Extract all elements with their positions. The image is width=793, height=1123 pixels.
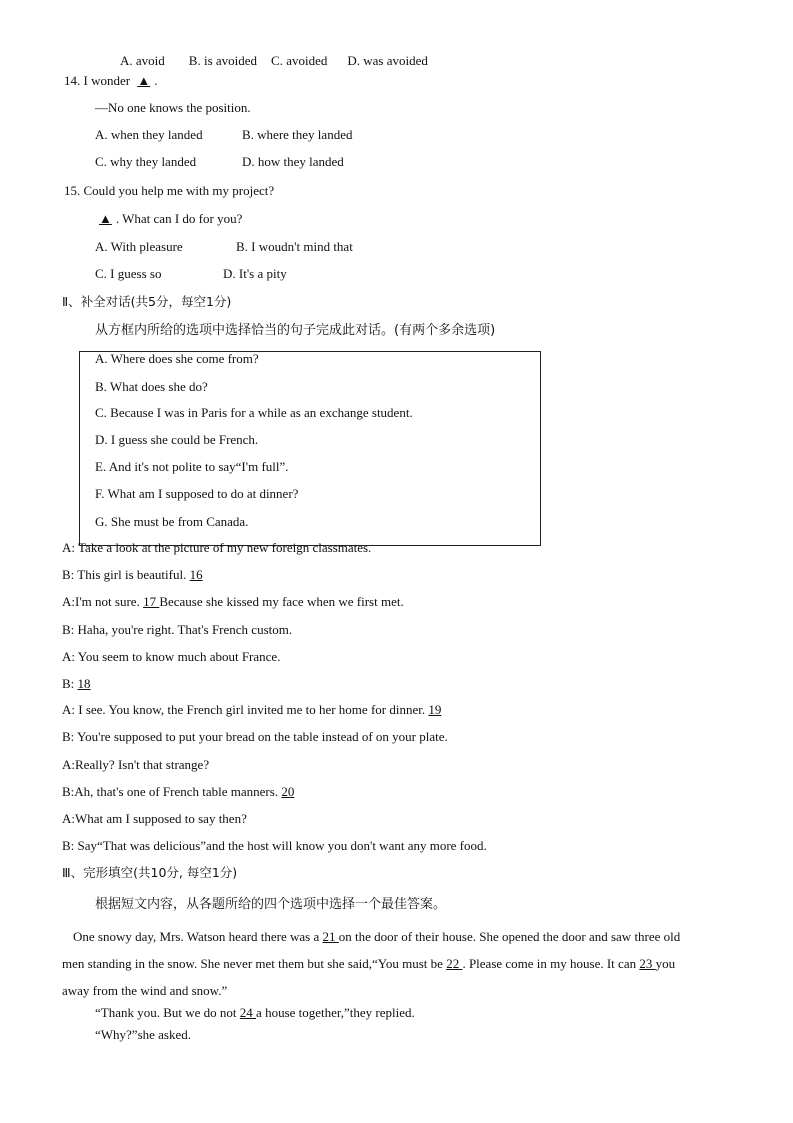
box-option-e: E. And it's not polite to say“I'm full”. bbox=[95, 459, 289, 474]
q15-option-a: A. With pleasure bbox=[95, 239, 183, 254]
q14-reply: —No one knows the position. bbox=[95, 100, 251, 115]
passage-line-2-a: men standing in the snow. She never met them but she said,“You must be bbox=[62, 956, 447, 971]
q13-option-a: A. avoid bbox=[120, 53, 165, 68]
q15-stem-text: Could you help me with my project? bbox=[83, 183, 275, 198]
q15-number: 15. bbox=[64, 183, 81, 198]
passage-line-2-c: you bbox=[655, 956, 676, 971]
passage-line-4 bbox=[95, 1005, 415, 1021]
q15-stem bbox=[64, 183, 274, 199]
dialogue-line-4: B: Haha, you're right. That's French custom. bbox=[62, 622, 293, 637]
dialogue-line-7-text: A: I see. You know, the French girl invited me to her home for dinner. bbox=[62, 702, 429, 717]
q14-stem-end: . bbox=[154, 73, 158, 88]
box-option-c: C. Because I was in Paris for a while as an exchange student. bbox=[95, 405, 413, 420]
q14-option-a: A. when they landed bbox=[95, 127, 203, 142]
dialogue-line-8: B: You're supposed to put your bread on the table instead of on your plate. bbox=[62, 729, 448, 744]
blank-23: 23 bbox=[639, 956, 656, 971]
dialogue-line-2-text: B: This girl is beautiful. bbox=[62, 567, 190, 582]
passage-line-4-b: a house together,”they replied. bbox=[256, 1005, 415, 1020]
section3-title: Ⅲ、完形填空(共10分, 每空1分) bbox=[62, 865, 238, 880]
dialogue-line-11: A:What am I supposed to say then? bbox=[62, 811, 247, 826]
dialogue-line-7 bbox=[62, 702, 441, 718]
q13-options bbox=[120, 53, 428, 69]
q15-option-d: D. It's a pity bbox=[223, 266, 287, 281]
box-option-g: G. She must be from Canada. bbox=[95, 514, 249, 529]
box-option-d: D. I guess she could be French. bbox=[95, 432, 259, 447]
q15-option-c: C. I guess so bbox=[95, 266, 162, 281]
dialogue-line-2 bbox=[62, 567, 203, 583]
passage-line-2 bbox=[62, 956, 675, 972]
blank-20: 20 bbox=[281, 784, 295, 799]
q14-option-d: D. how they landed bbox=[242, 154, 344, 169]
box-option-f: F. What am I supposed to do at dinner? bbox=[95, 486, 299, 501]
blank-18: 18 bbox=[77, 676, 91, 691]
dialogue-line-6 bbox=[62, 676, 91, 692]
q13-option-c: C. avoided bbox=[271, 53, 328, 68]
section2-title: Ⅱ、补全对话(共5分，每空1分) bbox=[62, 294, 232, 309]
passage-line-3: away from the wind and snow.” bbox=[62, 983, 228, 998]
passage-line-2-b: . Please come in my house. It can bbox=[462, 956, 640, 971]
dialogue-line-10 bbox=[62, 784, 294, 800]
q14-blank: ▲ bbox=[137, 73, 151, 88]
passage-line-4-a: “Thank you. But we do not bbox=[95, 1005, 240, 1020]
blank-24: 24 bbox=[239, 1005, 257, 1020]
passage-line-1 bbox=[73, 929, 680, 945]
q13-option-b: B. is avoided bbox=[188, 53, 258, 68]
section3-instruction: 根据短文内容，从各题所给的四个选项中选择一个最佳答案。 bbox=[95, 897, 447, 912]
passage-line-1-a: One snowy day, Mrs. Watson heard there was a bbox=[73, 929, 323, 944]
q13-option-d: D. was avoided bbox=[347, 53, 428, 68]
dialogue-line-10-text: B:Ah, that's one of French table manners. bbox=[62, 784, 282, 799]
q15-reply-text: . What can I do for you? bbox=[115, 211, 243, 226]
blank-22: 22 bbox=[446, 956, 463, 971]
dialogue-line-12: B: Say“That was delicious”and the host will know you don't want any more food. bbox=[62, 838, 487, 853]
blank-17: 17 bbox=[143, 594, 160, 609]
q14-stem-text: I wonder bbox=[83, 73, 131, 88]
blank-21: 21 bbox=[322, 929, 339, 944]
dialogue-line-3-after: Because she kissed my face when we first met. bbox=[159, 594, 404, 609]
dialogue-line-3 bbox=[62, 594, 404, 610]
blank-16: 16 bbox=[189, 567, 203, 582]
q14-number: 14. bbox=[64, 73, 81, 88]
dialogue-line-3-text: A:I'm not sure. bbox=[62, 594, 144, 609]
box-option-b: B. What does she do? bbox=[95, 379, 208, 394]
q15-reply bbox=[95, 211, 242, 227]
blank-19: 19 bbox=[428, 702, 442, 717]
q14-stem bbox=[64, 73, 157, 89]
q14-option-b: B. where they landed bbox=[242, 127, 353, 142]
passage-line-5: “Why?”she asked. bbox=[95, 1027, 192, 1042]
q15-blank: ▲ bbox=[99, 211, 112, 226]
dialogue-line-1: A: Take a look at the picture of my new foreign classmates. bbox=[62, 540, 372, 555]
section2-instruction: 从方框内所给的选项中选择恰当的句子完成此对话。(有两个多余选项) bbox=[95, 323, 496, 338]
q15-option-b: B. I woudn't mind that bbox=[236, 239, 353, 254]
dialogue-line-9: A:Really? Isn't that strange? bbox=[62, 757, 210, 772]
passage-line-1-b: on the door of their house. She opened the door and saw three old bbox=[338, 929, 681, 944]
q14-option-c: C. why they landed bbox=[95, 154, 197, 169]
dialogue-line-6-text: B: bbox=[62, 676, 78, 691]
dialogue-line-5: A: You seem to know much about France. bbox=[62, 649, 281, 664]
box-option-a: A. Where does she come from? bbox=[95, 351, 259, 366]
